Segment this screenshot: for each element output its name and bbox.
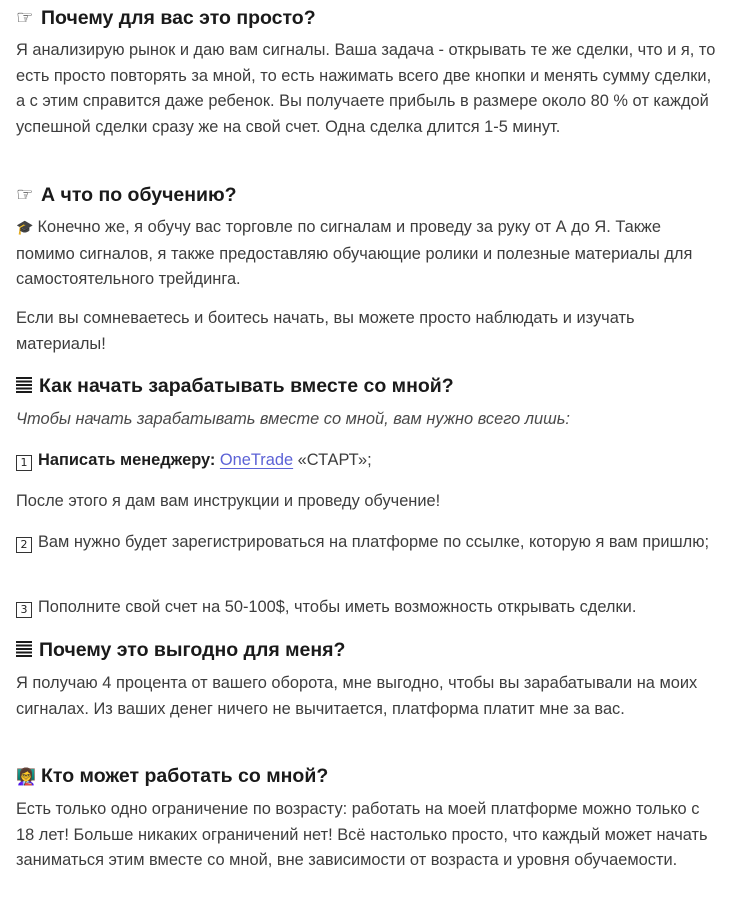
- keycap-3-icon: 3: [16, 602, 32, 618]
- paragraph-training-text: Конечно же, я обучу вас торговле по сигналам и проведу за руку от А до Я. Также помимо сигналов, я также предоставляю обучающие ролики и полезные материалы для самостоятельного трейдинга.: [16, 218, 693, 288]
- paragraph-who-can-work: Есть только одно ограничение по возрасту: работать на моей платформе можно только с 18 лет! Больше никаких ограничений нет! Всё настолько просто, что каждый может начать заниматься этим вместе со мной, вне зависимости от возраста и уровня обучаемости.: [16, 800, 708, 869]
- paragraph-observe: Если вы сомневаетесь и боитесь начать, вы можете просто наблюдать и изучать материалы!: [16, 309, 635, 353]
- keycap-2-icon: 2: [16, 537, 32, 553]
- step-1-label: Написать менеджеру:: [38, 451, 216, 469]
- pointing-hand-icon: ☞: [16, 6, 34, 29]
- pointing-hand-icon: ☞: [16, 183, 34, 206]
- step-1-suffix: «СТАРТ»;: [293, 451, 372, 469]
- step-3: [16, 595, 720, 621]
- heading-how-to-start: [16, 377, 454, 397]
- heading-why-simple: [16, 8, 316, 29]
- paragraph-intro: Чтобы начать зарабатывать вместе со мной, вам нужно всего лишь:: [16, 410, 570, 428]
- teacher-icon: 👩‍🏫: [16, 767, 36, 786]
- heading-text: А что по обучению?: [41, 184, 237, 206]
- bars-icon: [16, 377, 32, 394]
- heading-text: Почему это выгодно для меня?: [39, 639, 346, 661]
- paragraph-training: [16, 215, 720, 293]
- heading-why-profitable: [16, 641, 345, 661]
- step-3-text: Пополните свой счет на 50-100$, чтобы иметь возможность открывать сделки.: [38, 598, 637, 616]
- manager-link[interactable]: OneTrade: [219, 451, 294, 469]
- step-2-text: Вам нужно будет зарегистрироваться на платформе по ссылке, которую я вам пришлю;: [38, 533, 710, 551]
- step-2: [16, 530, 720, 556]
- heading-training: [16, 185, 237, 206]
- step-1: [16, 448, 720, 474]
- heading-text: Почему для вас это просто?: [41, 7, 316, 29]
- paragraph-why-simple: Я анализирую рынок и даю вам сигналы. Ваша задача - открывать те же сделки, что и я, то есть просто повторять за мной, то есть нажимать всего две кнопки и менять сумму сделки, а с этим справится даже ребенок. Вы получаете прибыль в размере около 80 % от каждой успешной сделки сразу же на свой счет. Одна сделка длится 1-5 минут.: [16, 41, 716, 136]
- bars-icon: [16, 641, 32, 658]
- paragraph-after-step-1: После этого я дам вам инструкции и проведу обучение!: [16, 492, 441, 510]
- heading-text: Как начать зарабатывать вместе со мной?: [39, 375, 454, 397]
- paragraph-why-profitable: Я получаю 4 процента от вашего оборота, мне выгодно, чтобы вы зарабатывали на моих сигналах. Из ваших денег ничего не вычитается, платформа платит мне за вас.: [16, 674, 698, 718]
- heading-text: Кто может работать со мной?: [41, 765, 329, 787]
- heading-who-can-work: [16, 767, 328, 787]
- keycap-1-icon: 1: [16, 455, 32, 471]
- graduation-icon: 🎓: [16, 220, 34, 236]
